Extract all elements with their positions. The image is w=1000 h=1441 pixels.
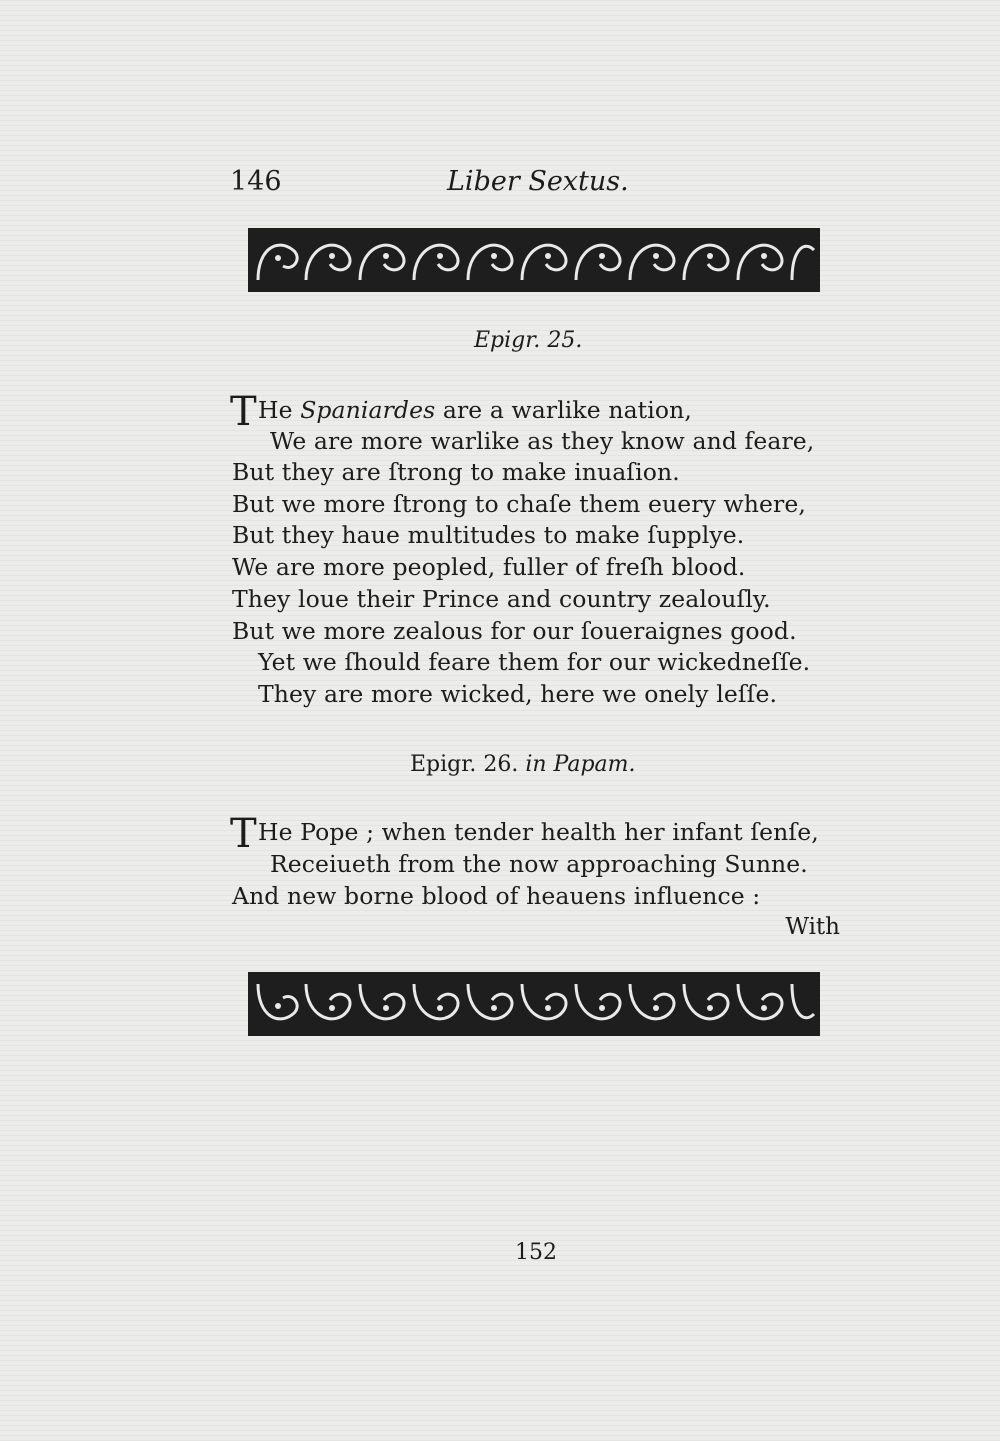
verse-line: They are more wicked, here we onely leſſe.	[258, 680, 778, 708]
verse-line: Receiueth from the now approaching Sunne.	[270, 850, 808, 878]
verse-line: But they haue multitudes to make ſupplye.	[232, 521, 745, 549]
verse-line: Yet we ſhould feare them for our wickedneſſe.	[258, 648, 811, 676]
verse-line: We are more peopled, fuller of freſh blood.	[232, 553, 746, 581]
running-title: Liber Sextus.	[447, 166, 629, 197]
verse-line: But we more ſtrong to chaſe them euery where,	[232, 490, 806, 518]
ornament-band-bottom-icon	[248, 972, 820, 1036]
verse-line: But we more zealous for our ſoueraignes good.	[232, 617, 797, 645]
folio-number: 152	[515, 1240, 557, 1265]
catchword: With	[785, 914, 840, 940]
verse-line: We are more warlike as they know and feare,	[270, 427, 815, 455]
verse-line: But they are ſtrong to make inuaſion.	[232, 458, 680, 486]
verse-line: He Spaniardes are a warlike nation,	[258, 396, 692, 424]
verse-line: They loue their Prince and country zealouſly.	[232, 585, 771, 613]
drop-cap: T	[230, 811, 257, 857]
verse-line: And new borne blood of heauens influence :	[232, 882, 761, 910]
ornament-band-top-icon	[248, 228, 820, 292]
epigram-heading: Epigr. 26. in Papam.	[410, 752, 636, 777]
verse-line: He Pope ; when tender health her infant ſenſe,	[258, 818, 819, 846]
page-number: 146	[230, 166, 282, 197]
drop-cap: T	[230, 389, 257, 435]
epigram-heading: Epigr. 25.	[474, 328, 583, 353]
